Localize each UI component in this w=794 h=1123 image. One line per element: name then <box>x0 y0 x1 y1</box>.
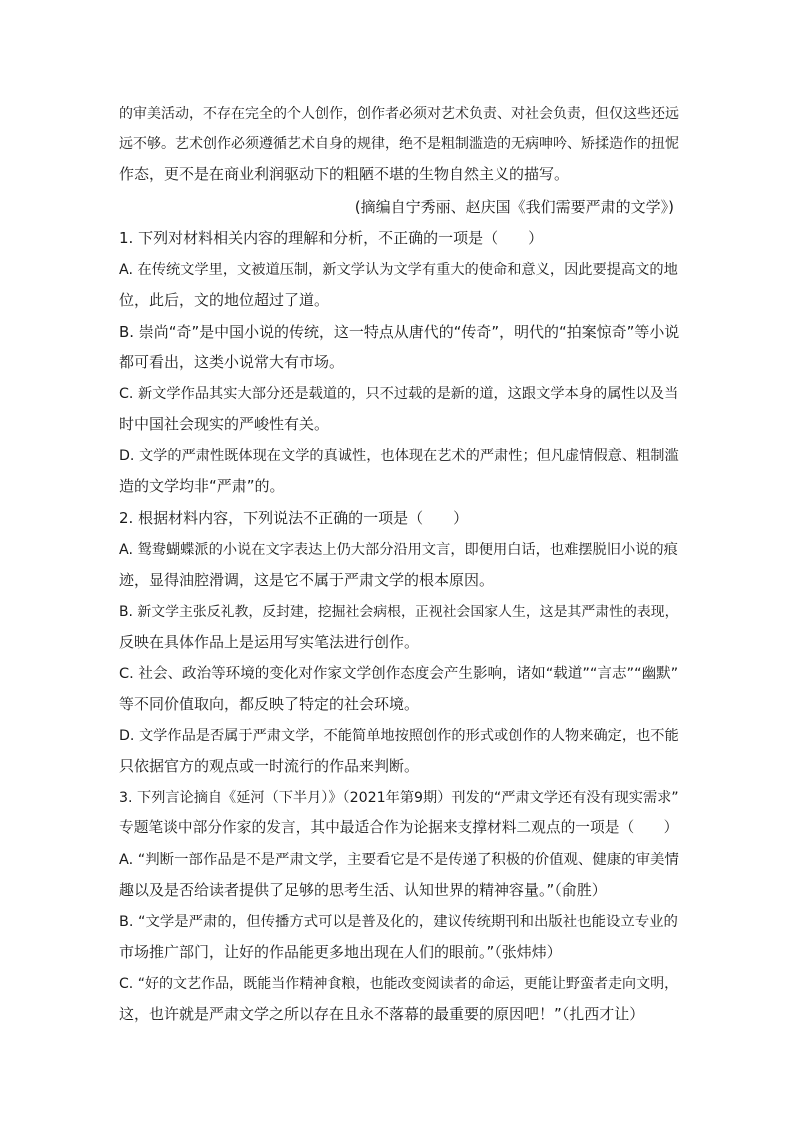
q2-option-b-cont: 反映在具体作品上是运用写实笔法进行创作。 <box>119 633 420 651</box>
q1-option-c-cont: 时中国社会现实的严峻性有关。 <box>119 415 330 433</box>
q1-option-d: D. 文学的严肃性既体现在文学的真诚性，也体现在艺术的严肃性；但凡虚情假意、粗制滥 <box>119 448 679 464</box>
q3-option-b: B. “文学是严肃的，但传播方式可以是普及化的，建议传统期刊和出版社也能设立专业的 <box>119 914 678 930</box>
q3-option-a-cont: 趣以及是否给读者提供了足够的思考生活、认知世界的精神容量。”（俞胜） <box>119 881 607 899</box>
q1-option-d-cont: 造的文学均非“严肃”的。 <box>119 477 285 495</box>
question-1-stem: 1. 下列对材料相关内容的理解和分析，不正确的一项是（ ） <box>119 229 544 247</box>
q3-option-b-cont: 市场推广部门，让好的作品能更多地出现在人们的眼前。”（张炜炜） <box>119 943 562 961</box>
q1-option-a: A. 在传统文学里，文被道压制，新文学认为文学有重大的使命和意义，因此要提高文的地 <box>119 262 678 278</box>
q2-option-c-cont: 等不同价值取向，都反映了特定的社会环境。 <box>119 695 420 713</box>
q2-option-c: C. 社会、政治等环境的变化对作家文学创作态度会产生影响，诸如“载道”“言志”“幽默” <box>119 665 679 682</box>
q2-option-b: B. 新文学主张反礼教，反封建，挖掘社会病根，正视社会国家人生，这是其严肃性的表现， <box>119 604 679 620</box>
q1-option-a-cont: 位，此后，文的地位超过了道。 <box>119 291 330 309</box>
q2-option-a-cont: 迹，显得油腔滑调，这是它不属于严肃文学的根本原因。 <box>119 571 495 589</box>
question-2-stem: 2. 根据材料内容，下列说法不正确的一项是（ ） <box>119 509 469 527</box>
q2-option-a: A. 鸳鸯蝴蝶派的小说在文字表达上仍大部分沿用文言，即便用白话，也难摆脱旧小说的痕 <box>119 542 678 558</box>
q2-option-d: D. 文学作品是否属于严肃文学，不能简单地按照创作的形式或创作的人物来确定，也不能 <box>119 728 679 744</box>
citation-source: (摘编自宁秀丽、赵庆国《我们需要严肃的文学》) <box>354 198 674 216</box>
q3-option-c-cont: 这，也许就是严肃文学之所以存在且永不落幕的最重要的原因吧！”（扎西才让） <box>119 1005 645 1023</box>
question-3-stem: 3. 下列言论摘自《延河（下半月）》（2021年第9期）刊发的“严肃文学还有没有现实需求” <box>119 790 679 806</box>
paragraph-line: 远不够。艺术创作必须遵循艺术自身的规律，绝不是粗制滥造的无病呻吟、矫揉造作的扭怩 <box>119 136 679 152</box>
q1-option-c: C. 新文学作品其实大部分还是载道的，只不过载的是新的道，这跟文学本身的属性以及当 <box>119 386 679 402</box>
question-3-stem-cont: 专题笔谈中部分作家的发言，其中最适合作为论据来支撑材料二观点的一项是（ ） <box>119 819 679 836</box>
q3-option-a: A. “判断一部作品是不是严肃文学，主要看它是不是传递了积极的价值观、健康的审美情 <box>119 852 679 868</box>
q2-option-d-cont: 只依据官方的观点或一时流行的作品来判断。 <box>119 757 420 775</box>
q3-option-c: C. “好的文艺作品，既能当作精神食粮，也能改变阅读者的命运，更能让野蛮者走向文明， <box>119 976 679 992</box>
paragraph-line: 的审美活动，不存在完全的个人创作，创作者必须对艺术负责、对社会负责，但仅这些还远 <box>119 106 679 122</box>
q1-option-b-cont: 都可看出，这类小说常大有市场。 <box>119 353 345 371</box>
q1-option-b: B. 崇尚“奇”是中国小说的传统，这一特点从唐代的“传奇”，明代的“拍案惊奇”等小说 <box>119 323 680 341</box>
paragraph-line: 作态，更不是在商业利润驱动下的粗陋不堪的生物自然主义的描写。 <box>119 165 570 183</box>
